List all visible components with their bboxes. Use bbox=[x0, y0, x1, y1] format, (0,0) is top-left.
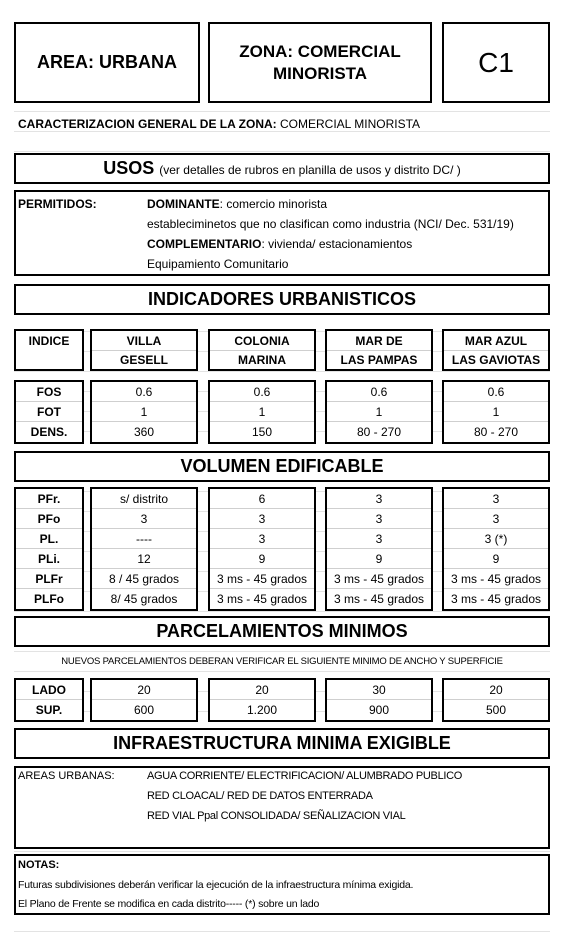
indicadores-cell: 1 bbox=[210, 402, 314, 422]
complementario-label: COMPLEMENTARIO bbox=[147, 237, 262, 251]
district-header-line-1: MAR DE bbox=[327, 331, 431, 351]
permitidos-label: PERMITIDOS: bbox=[18, 197, 97, 211]
notas-label: NOTAS: bbox=[18, 859, 60, 871]
indicadores-title-box bbox=[14, 284, 550, 315]
indicadores-cell: 1 bbox=[327, 402, 431, 422]
parcelamientos-cell: 500 bbox=[485, 703, 507, 717]
grid-line bbox=[14, 671, 550, 672]
volumen-row-label: PFo bbox=[16, 509, 82, 529]
zone-code-box bbox=[442, 22, 550, 103]
district-header-box bbox=[208, 329, 316, 371]
volumen-cell: 3 ms - 45 grados bbox=[327, 569, 431, 589]
notas-line-2: El Plano de Frente se modifica en cada distrito----- (*) sobre un lado bbox=[18, 898, 320, 910]
parcelamientos-row-label: SUP. bbox=[35, 703, 63, 717]
parcelamientos-cell: 20 bbox=[444, 680, 548, 700]
indicadores-cell: 150 bbox=[251, 425, 273, 439]
volumen-cell: 9 bbox=[327, 549, 431, 569]
district-header-box bbox=[442, 329, 550, 371]
dominante-value: : comercio minorista bbox=[219, 197, 328, 211]
volumen-cell: 9 bbox=[210, 549, 314, 569]
usos-title-line bbox=[16, 155, 548, 182]
zona-line-1: ZONA: COMERCIAL bbox=[239, 41, 401, 61]
grid-line bbox=[14, 851, 550, 852]
volumen-cell: 8/ 45 grados bbox=[110, 592, 178, 606]
parcelamientos-column-box bbox=[325, 678, 433, 722]
district-header-line-1: VILLA bbox=[92, 331, 196, 351]
volumen-cell: 6 bbox=[210, 489, 314, 509]
volumen-cell: 3 bbox=[444, 489, 548, 509]
volumen-cell: 3 bbox=[92, 509, 196, 529]
caracterizacion-value: COMERCIAL MINORISTA bbox=[280, 117, 421, 131]
zona-label bbox=[210, 24, 430, 101]
indicadores-cell: 80 - 270 bbox=[356, 425, 402, 439]
parcelamientos-cell: 1.200 bbox=[246, 703, 278, 717]
indicadores-cell: 1 bbox=[444, 402, 548, 422]
grid-line bbox=[14, 371, 550, 372]
district-header-line-2: MARINA bbox=[238, 353, 286, 367]
indicadores-cell: 80 - 270 bbox=[473, 425, 519, 439]
indicadores-cell: 0.6 bbox=[444, 382, 548, 402]
indicadores-column-box bbox=[325, 380, 433, 444]
district-header-line-1: MAR AZUL bbox=[444, 331, 548, 351]
district-header-line-2: LAS PAMPAS bbox=[340, 353, 418, 367]
infra-line-2: RED CLOACAL/ RED DE DATOS ENTERRADA bbox=[147, 790, 373, 802]
indicadores-cell: 0.6 bbox=[327, 382, 431, 402]
volumen-cell: 3 bbox=[210, 509, 314, 529]
zona-box bbox=[208, 22, 432, 103]
parcelamientos-title: PARCELAMIENTOS MINIMOS bbox=[156, 621, 408, 641]
indicadores-row-label: FOS bbox=[16, 382, 82, 402]
dominante-label: DOMINANTE bbox=[147, 197, 220, 211]
usos-line-2: estableciminetos que no clasifican como industria (NCI/ Dec. 531/19) bbox=[147, 217, 514, 231]
volumen-cell: 9 bbox=[444, 549, 548, 569]
volumen-cell: 3 bbox=[327, 489, 431, 509]
volumen-cell: 3 (*) bbox=[444, 529, 548, 549]
volumen-labels-box bbox=[14, 487, 84, 611]
volumen-row-label: PLi. bbox=[16, 549, 82, 569]
complementario-value: : vivienda/ estacionamientos bbox=[261, 237, 413, 251]
area-box bbox=[14, 22, 200, 103]
zona-line-2: MINORISTA bbox=[272, 63, 368, 83]
indicadores-labels-box bbox=[14, 380, 84, 444]
volumen-cell: 3 ms - 45 grados bbox=[210, 569, 314, 589]
parcelamientos-cell: 900 bbox=[368, 703, 390, 717]
usos-subtitle: (ver detalles de rubros en planilla de usos y distrito DC/ ) bbox=[159, 163, 461, 177]
parcelamientos-cell: 20 bbox=[92, 680, 196, 700]
infra-line-1: AGUA CORRIENTE/ ELECTRIFICACION/ ALUMBRADO PUBLICO bbox=[147, 770, 463, 782]
parcelamientos-cell: 30 bbox=[327, 680, 431, 700]
indicadores-column-box bbox=[442, 380, 550, 444]
areas-urbanas-label: AREAS URBANAS: bbox=[18, 770, 115, 782]
notas-line-1: Futuras subdivisiones deberán verificar la ejecución de la infraestructura mínima exigida. bbox=[18, 879, 414, 891]
grid-line bbox=[14, 931, 550, 932]
infraestructura-title-box bbox=[14, 728, 550, 759]
volumen-title: VOLUMEN EDIFICABLE bbox=[180, 456, 384, 476]
volumen-row-label: PL. bbox=[16, 529, 82, 549]
parcelamientos-cell: 600 bbox=[133, 703, 155, 717]
volumen-cell: 3 ms - 45 grados bbox=[450, 592, 542, 606]
indicadores-title: INDICADORES URBANISTICOS bbox=[147, 289, 416, 309]
volumen-cell: 3 bbox=[210, 529, 314, 549]
district-header-line-1: COLONIA bbox=[210, 331, 314, 351]
grid-line bbox=[14, 611, 550, 612]
volumen-row-label: PLFr bbox=[16, 569, 82, 589]
volumen-cell: s/ distrito bbox=[92, 489, 196, 509]
volumen-cell: 3 ms - 45 grados bbox=[333, 592, 425, 606]
district-header-box bbox=[325, 329, 433, 371]
indicadores-cell: 0.6 bbox=[210, 382, 314, 402]
grid-line bbox=[14, 151, 550, 152]
district-header-line-2: GESELL bbox=[119, 353, 168, 367]
parcelamientos-column-box bbox=[208, 678, 316, 722]
volumen-cell: 3 bbox=[327, 529, 431, 549]
district-header-box bbox=[90, 329, 198, 371]
parcelamientos-title-box bbox=[14, 616, 550, 647]
grid-line bbox=[14, 111, 550, 112]
indicadores-cell: 360 bbox=[133, 425, 155, 439]
parcelamientos-note: NUEVOS PARCELAMIENTOS DEBERAN VERIFICAR EL SIGUIENTE MINIMO DE ANCHO Y SUPERFICIE bbox=[61, 656, 503, 667]
indice-header: INDICE bbox=[28, 334, 70, 348]
volumen-column-box bbox=[208, 487, 316, 611]
volumen-cell: 3 bbox=[327, 509, 431, 529]
caracterizacion-line bbox=[18, 117, 420, 131]
volumen-row-label: PLFo bbox=[34, 592, 64, 606]
usos-line-complementario bbox=[147, 237, 412, 251]
district-header-line-2: LAS GAVIOTAS bbox=[451, 353, 541, 367]
volumen-column-box bbox=[90, 487, 198, 611]
parcelamientos-column-box bbox=[442, 678, 550, 722]
parcelamientos-column-box bbox=[90, 678, 198, 722]
volumen-cell: 12 bbox=[92, 549, 196, 569]
volumen-row-label: PFr. bbox=[16, 489, 82, 509]
usos-line-dominante bbox=[147, 197, 327, 211]
indice-header-box bbox=[14, 329, 84, 371]
indicadores-row-label: DENS. bbox=[30, 425, 68, 439]
usos-title-box bbox=[14, 153, 550, 184]
zone-code: C1 bbox=[478, 46, 514, 78]
volumen-title-box bbox=[14, 451, 550, 482]
infra-line-3: RED VIAL Ppal CONSOLIDADA/ SEÑALIZACION VIAL bbox=[147, 810, 406, 822]
indicadores-row-label: FOT bbox=[16, 402, 82, 422]
grid-line bbox=[14, 131, 550, 132]
parcelamientos-labels-box bbox=[14, 678, 84, 722]
volumen-cell: 3 ms - 45 grados bbox=[216, 592, 308, 606]
caracterizacion-label: CARACTERIZACION GENERAL DE LA ZONA: bbox=[18, 117, 277, 131]
indicadores-cell: 0.6 bbox=[92, 382, 196, 402]
indicadores-cell: 1 bbox=[92, 402, 196, 422]
indicadores-column-box bbox=[208, 380, 316, 444]
volumen-cell: 8 / 45 grados bbox=[92, 569, 196, 589]
volumen-column-box bbox=[442, 487, 550, 611]
area-label: AREA: URBANA bbox=[37, 52, 177, 72]
indicadores-column-box bbox=[90, 380, 198, 444]
infraestructura-title: INFRAESTRUCTURA MINIMA EXIGIBLE bbox=[113, 733, 451, 753]
volumen-column-box bbox=[325, 487, 433, 611]
usos-title: USOS bbox=[103, 158, 155, 178]
volumen-cell: 3 ms - 45 grados bbox=[444, 569, 548, 589]
parcelamientos-row-label: LADO bbox=[16, 680, 82, 700]
volumen-cell: 3 bbox=[444, 509, 548, 529]
parcelamientos-cell: 20 bbox=[210, 680, 314, 700]
grid-line bbox=[14, 651, 550, 652]
usos-line-4: Equipamiento Comunitario bbox=[147, 257, 289, 271]
volumen-cell: ---- bbox=[92, 529, 196, 549]
